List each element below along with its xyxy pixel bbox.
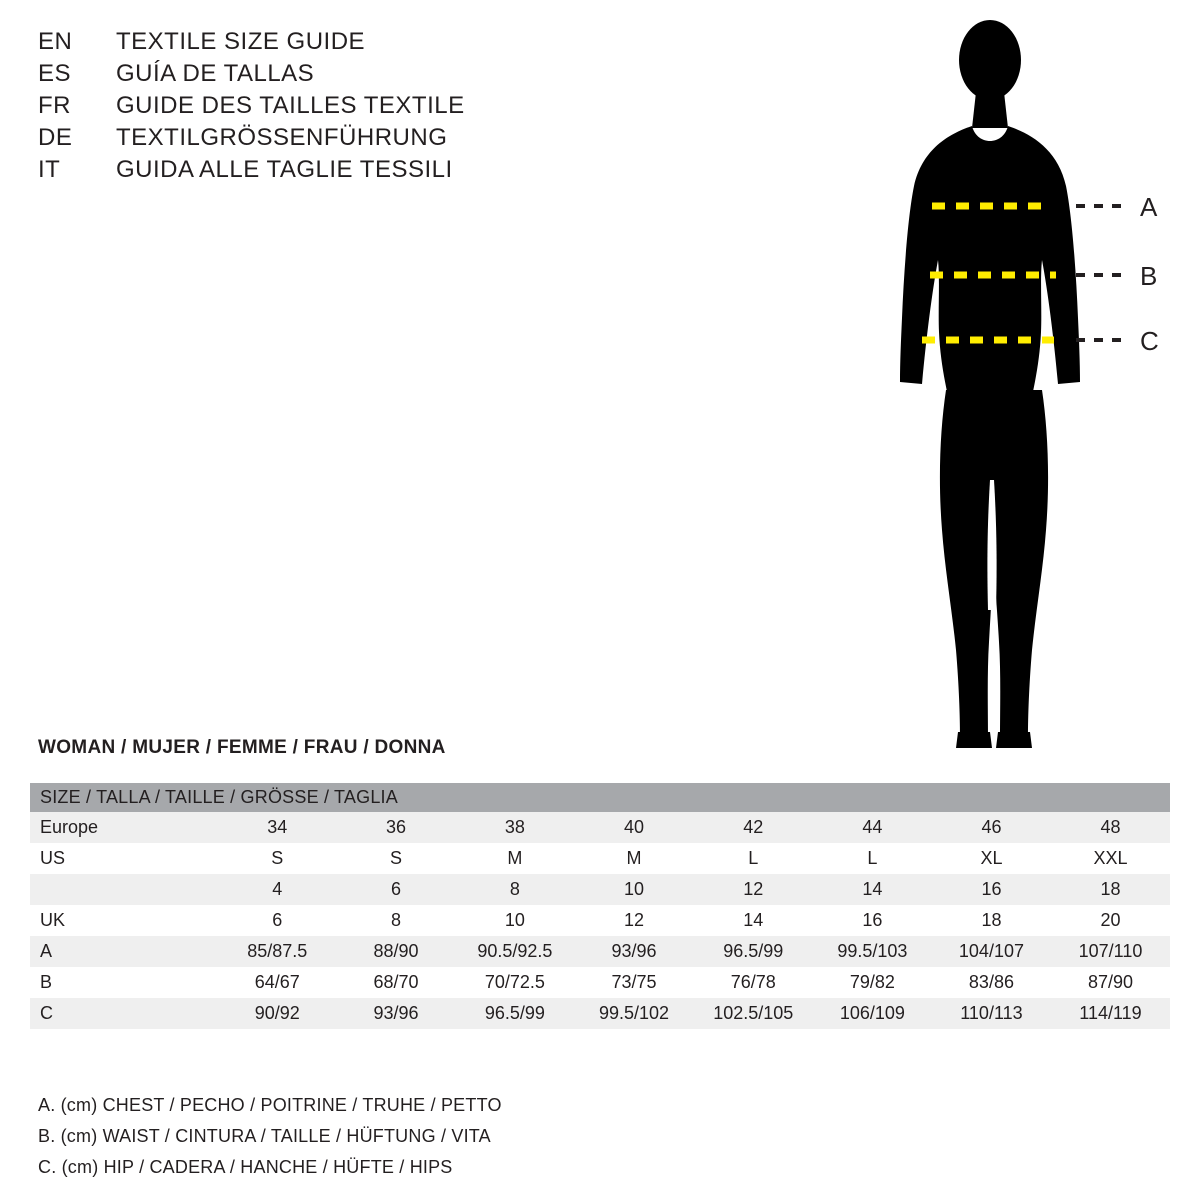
cell: 14 <box>694 905 813 936</box>
cell: 110/113 <box>932 998 1051 1029</box>
language-code: IT <box>38 156 61 183</box>
language-code: ES <box>38 60 72 87</box>
language-title: GUIDA ALLE TAGLIE TESSILI <box>116 156 453 183</box>
cell: 93/96 <box>575 936 694 967</box>
language-code: EN <box>38 28 73 55</box>
cell: M <box>575 843 694 874</box>
cell: 36 <box>337 812 456 843</box>
row-label: UK <box>30 905 218 936</box>
cell: S <box>337 843 456 874</box>
language-title: TEXTILGRÖSSENFÜHRUNG <box>116 124 448 151</box>
language-title: TEXTILE SIZE GUIDE <box>116 28 366 55</box>
cell: 20 <box>1051 905 1170 936</box>
cell: 12 <box>694 874 813 905</box>
cell: 8 <box>455 874 574 905</box>
cell: 83/86 <box>932 967 1051 998</box>
cell: 87/90 <box>1051 967 1170 998</box>
cell: 90.5/92.5 <box>455 936 574 967</box>
cell: 85/87.5 <box>218 936 337 967</box>
row-label: C <box>30 998 218 1029</box>
table-row <box>30 905 1170 936</box>
cell: 48 <box>1051 812 1170 843</box>
cell: 96.5/99 <box>694 936 813 967</box>
cell: 14 <box>813 874 932 905</box>
cell: 79/82 <box>813 967 932 998</box>
cell: 99.5/103 <box>813 936 932 967</box>
cell: S <box>218 843 337 874</box>
cell: 76/78 <box>694 967 813 998</box>
row-label: Europe <box>30 812 218 843</box>
cell: 18 <box>932 905 1051 936</box>
language-code: DE <box>38 124 73 151</box>
table-row <box>30 843 1170 874</box>
section-title: WOMAN / MUJER / FEMME / FRAU / DONNA <box>38 737 446 758</box>
cell: 73/75 <box>575 967 694 998</box>
language-row <box>38 124 658 156</box>
cell: 40 <box>575 812 694 843</box>
cell: 10 <box>455 905 574 936</box>
legend-item-chest: A. (cm) CHEST / PECHO / POITRINE / TRUHE / PETTO <box>38 1095 502 1115</box>
table-row <box>30 874 1170 905</box>
cell: 114/119 <box>1051 998 1170 1029</box>
row-label: US <box>30 843 218 874</box>
cell: 38 <box>455 812 574 843</box>
cell: 16 <box>932 874 1051 905</box>
female-silhouette-icon <box>900 20 1080 748</box>
language-title: GUIDE DES TAILLES TEXTILE <box>116 92 465 119</box>
cell: 68/70 <box>337 967 456 998</box>
cell: 70/72.5 <box>455 967 574 998</box>
table-header-row <box>30 783 1170 812</box>
body-measurement-figure <box>860 10 1190 755</box>
cell: 102.5/105 <box>694 998 813 1029</box>
cell: 104/107 <box>932 936 1051 967</box>
cell: 64/67 <box>218 967 337 998</box>
cell: 12 <box>575 905 694 936</box>
cell: M <box>455 843 574 874</box>
cell: 90/92 <box>218 998 337 1029</box>
cell: 99.5/102 <box>575 998 694 1029</box>
cell: XXL <box>1051 843 1170 874</box>
cell: 42 <box>694 812 813 843</box>
table-row <box>30 967 1170 998</box>
cell: 18 <box>1051 874 1170 905</box>
table-row <box>30 812 1170 843</box>
cell: L <box>694 843 813 874</box>
chest-marker-label: A <box>1140 192 1158 222</box>
waist-marker-label: B <box>1140 261 1158 291</box>
legend-item-waist: B. (cm) WAIST / CINTURA / TAILLE / HÜFTUNG / VITA <box>38 1126 491 1146</box>
table-row <box>30 936 1170 967</box>
row-label <box>30 874 218 905</box>
language-code: FR <box>38 92 71 119</box>
cell: 88/90 <box>337 936 456 967</box>
cell: 4 <box>218 874 337 905</box>
cell: 6 <box>218 905 337 936</box>
legend-item-hip: C. (cm) HIP / CADERA / HANCHE / HÜFTE / HIPS <box>38 1157 453 1177</box>
language-title: GUÍA DE TALLAS <box>116 60 315 87</box>
language-row <box>38 28 658 60</box>
row-label: B <box>30 967 218 998</box>
cell: 93/96 <box>337 998 456 1029</box>
hip-marker-label: C <box>1140 326 1159 356</box>
language-header-block <box>38 28 658 188</box>
cell: 6 <box>337 874 456 905</box>
cell: 8 <box>337 905 456 936</box>
cell: 16 <box>813 905 932 936</box>
cell: 107/110 <box>1051 936 1170 967</box>
language-row <box>38 92 658 124</box>
measurement-legend <box>38 1090 738 1183</box>
row-label: A <box>30 936 218 967</box>
language-row <box>38 156 658 188</box>
cell: 96.5/99 <box>455 998 574 1029</box>
cell: L <box>813 843 932 874</box>
cell: 106/109 <box>813 998 932 1029</box>
table-header-label: SIZE / TALLA / TAILLE / GRÖSSE / TAGLIA <box>30 783 1170 812</box>
table-row <box>30 998 1170 1029</box>
cell: 46 <box>932 812 1051 843</box>
size-table <box>30 783 1170 1029</box>
cell: 10 <box>575 874 694 905</box>
cell: XL <box>932 843 1051 874</box>
cell: 34 <box>218 812 337 843</box>
cell: 44 <box>813 812 932 843</box>
language-row <box>38 60 658 92</box>
